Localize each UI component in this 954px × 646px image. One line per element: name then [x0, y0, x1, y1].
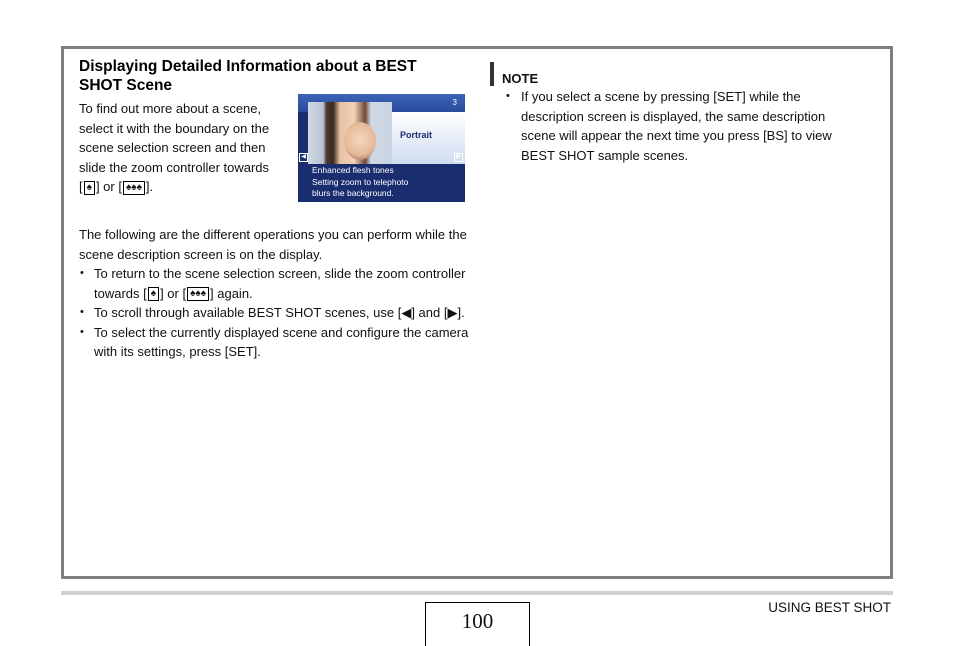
note-item: • If you select a scene by pressing [SET] while the description screen is displayed, the same description scene will appear the next time you press [BS] to view BEST SHOT sample scenes. — [504, 87, 859, 165]
list-item: • To return to the scene selection screen, slide the zoom controller towards [ ♠ ] or [ ♠♠♠ ] again. — [79, 264, 469, 303]
list-item: • To select the currently displayed scene and configure the camera with its settings, press [SET]. — [79, 323, 469, 362]
scene-number: 3 — [452, 98, 457, 107]
portrait-face — [344, 122, 376, 160]
note-label: NOTE — [502, 71, 539, 86]
content-frame — [61, 46, 893, 579]
intro-block — [79, 99, 469, 209]
section-label: USING BEST SHOT — [768, 600, 891, 615]
arrow-right-icon: ▶ — [454, 153, 463, 162]
operations-list — [79, 264, 469, 362]
intro-line: To find out more about a scene, — [79, 101, 262, 116]
note-marker — [490, 62, 494, 86]
arrow-left-icon: ◀ — [299, 153, 308, 162]
camera-screen-image — [298, 94, 465, 202]
wide-zoom-icon: ♠ — [84, 181, 95, 195]
intro-line: scene selection screen and then — [79, 140, 266, 155]
intro-line: slide the zoom controller towards — [79, 159, 270, 175]
intro-line: select it with the boundary on the — [79, 120, 270, 136]
footer-rule — [61, 591, 893, 595]
wide-zoom-icon: ♠ — [148, 287, 159, 301]
portrait-photo — [308, 102, 392, 164]
telephoto-zoom-icon: ♠♠♠ — [123, 181, 145, 195]
left-column — [79, 57, 469, 362]
intro-text: To find out more about a scene, select it with the boundary on the scene selection screen and then slide the zoom controller towards [ ♠ ] or [ ♠♠♠ ]. — [79, 101, 270, 194]
scene-name: Portrait — [400, 130, 433, 140]
scene-caption: Enhanced flesh tones Setting zoom to telephoto blurs the background. — [312, 165, 409, 198]
telephoto-zoom-icon: ♠♠♠ — [187, 287, 209, 301]
note-list — [504, 87, 859, 165]
page-number: 100 — [425, 602, 530, 646]
operations-paragraph: The following are the different operations you can perform while the scene description screen is on the display. — [79, 227, 467, 262]
list-item: • To scroll through available BEST SHOT scenes, use [◀] and [▶]. — [79, 303, 469, 323]
section-heading: Displaying Detailed Information about a BEST SHOT Scene — [79, 58, 417, 94]
